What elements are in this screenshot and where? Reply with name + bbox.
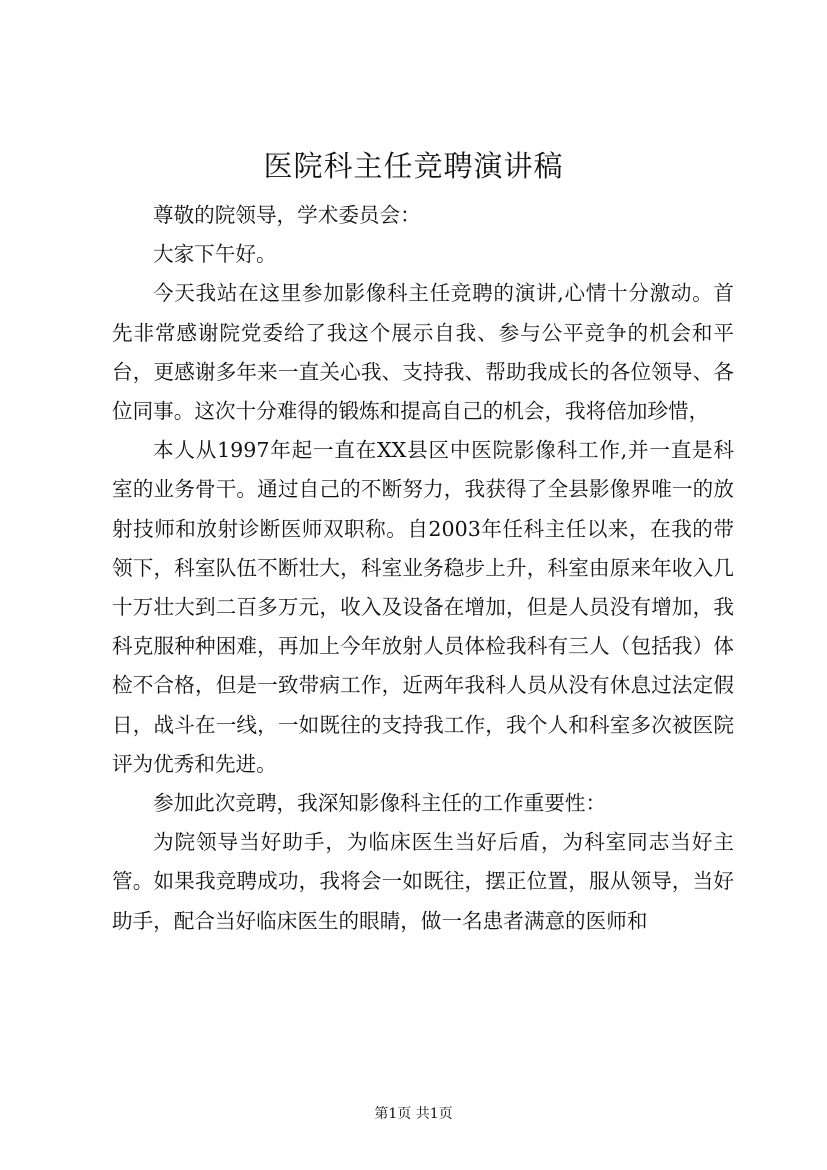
body-paragraph: 本人从1997年起一直在XX县区中医院影像科工作,并一直是科室的业务骨干。通过自己的不断努力，我获得了全县影像界唯一的放射技师和放射诊断医师双职称。自2003年任科主任以来，在我的带领下，科室队伍不断壮大，科室业务稳步上升，科室由原来年收入几十万壮大到二百多万元，收入及设备在增加，但是人员没有增加，我科克服种种困难，再加上今年放射人员体检我科有三人（包括我）体检不合格，但是一致带病工作，近两年我科人员从没有休息过法定假日，战斗在一线，一如既往的支持我工作，我个人和科室多次被医院评为优秀和先进。: [112, 438, 734, 776]
document-title: 医院科主任竞聘演讲稿: [263, 149, 564, 183]
greeting-paragraph: 大家下午好。: [153, 242, 277, 267]
page-footer: 第1页 共1页: [374, 1106, 453, 1122]
body-paragraph: 今天我站在这里参加影像科主任竞聘的演讲,心情十分激动。首先非常感谢院党委给了我这个展示自我、参与公平竞争的机会和平台，更感谢多年来一直关心我、支持我、帮助我成长的各位领导、各位同事。这次十分难得的锻炼和提高自己的机会，我将倍加珍惜，: [112, 281, 734, 424]
salutation-paragraph: 尊敬的院领导，学术委员会：: [153, 203, 421, 227]
body-paragraph: 参加此次竞聘，我深知影像科主任的工作重要性：: [153, 791, 607, 816]
document-body: [112, 196, 734, 941]
body-paragraph: 为院领导当好助手，为临床医生当好后盾，为科室同志当好主管。如果我竞聘成功，我将会一如既往，摆正位置，服从领导，当好助手，配合当好临床医生的眼睛，做一名患者满意的医师和: [112, 830, 734, 933]
